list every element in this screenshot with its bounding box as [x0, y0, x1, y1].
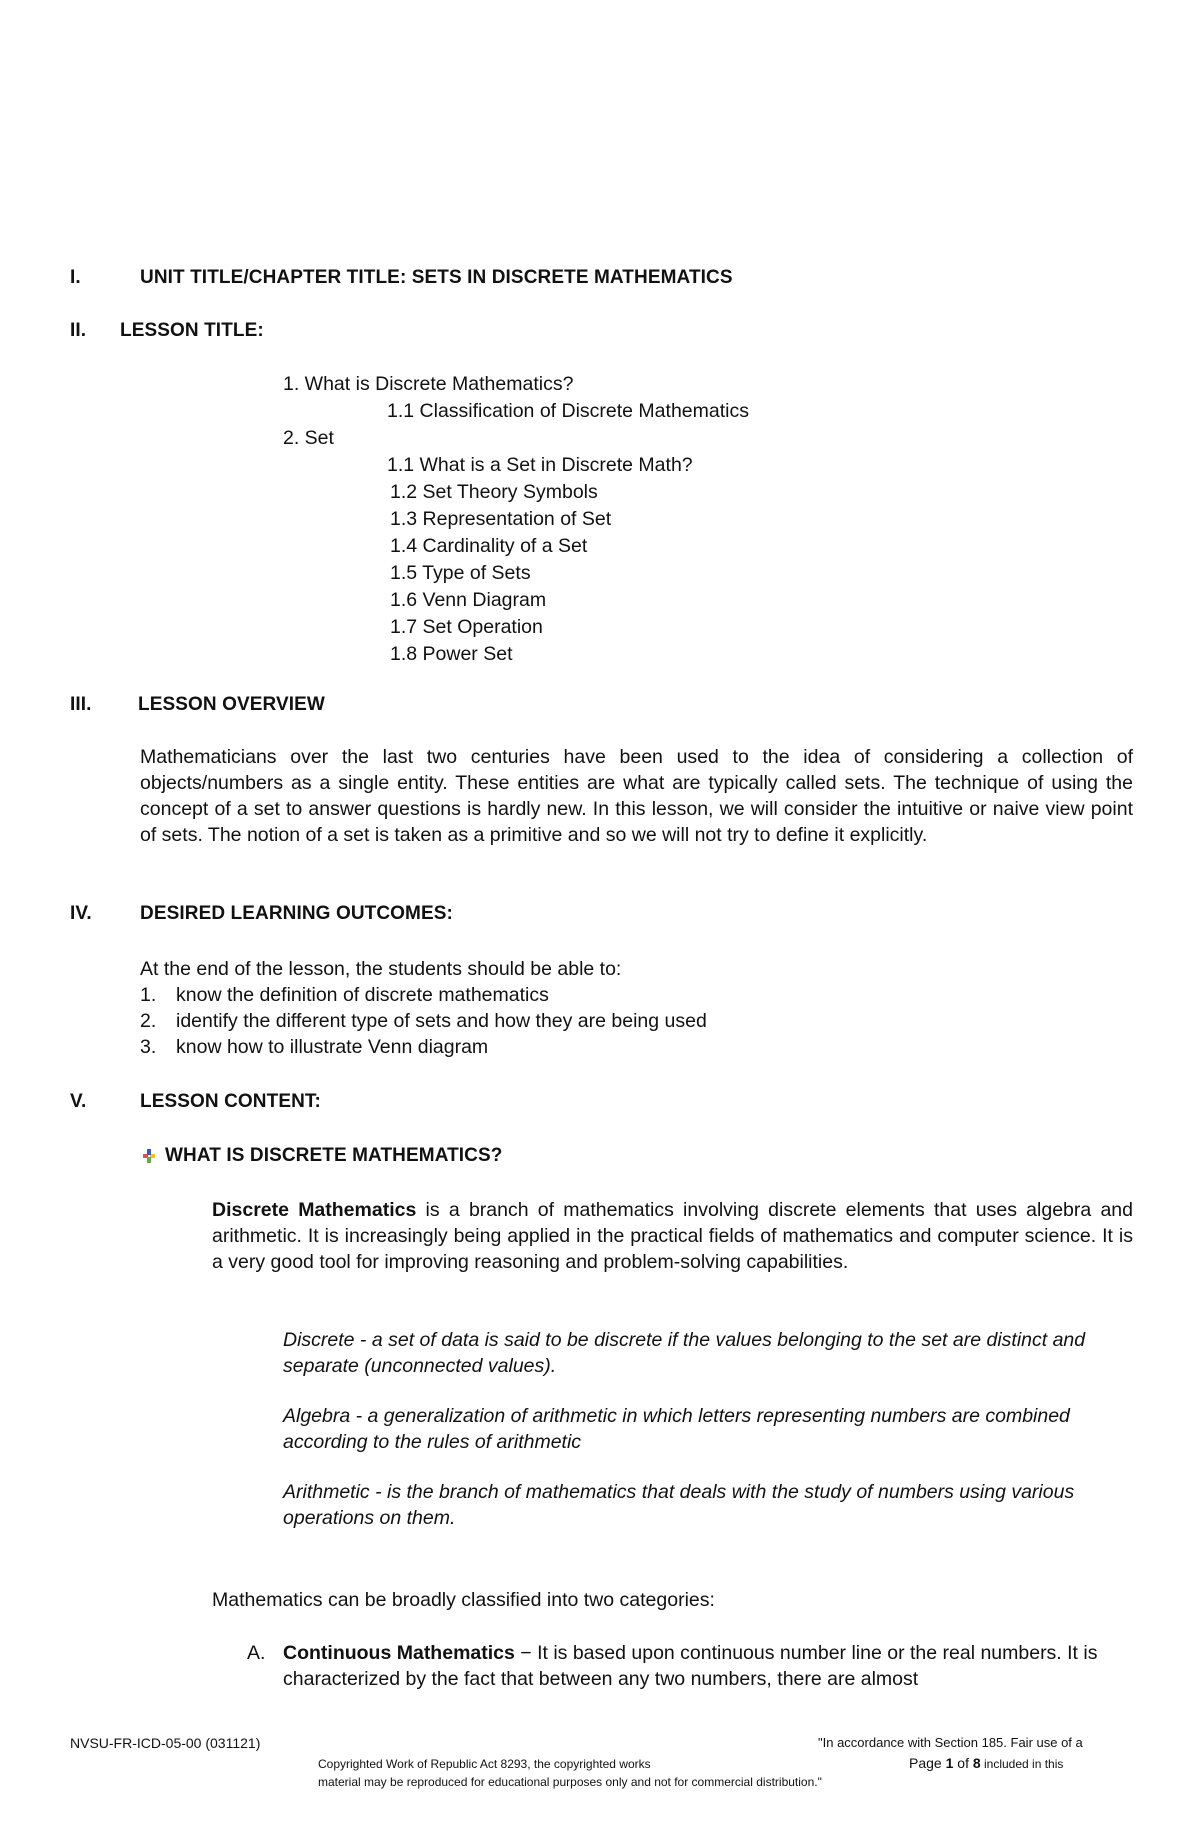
section-5-heading [70, 1091, 970, 1117]
section-title: DESIRED LEARNING OUTCOMES: [140, 903, 453, 924]
category-a-letter: A. [247, 1642, 266, 1664]
section-1-heading [70, 267, 970, 293]
section-number: IV. [70, 903, 92, 924]
footer-fair-use: "In accordance with Section 185. Fair use of a [818, 1735, 1083, 1750]
lesson-subitem: 1.7 Set Operation [390, 616, 543, 638]
category-a-text [283, 1640, 1133, 1692]
section-number: I. [70, 267, 81, 288]
term-algebra: Algebra - a generalization of arithmetic in which letters representing numbers are combined according to the rules of arithmetic [283, 1405, 1070, 1453]
list-text: know how to illustrate Venn diagram [176, 1036, 489, 1058]
footer-distribution-note: material may be reproduced for educational purposes only and not for commercial distribution." [318, 1775, 822, 1789]
lesson-subitem: 1.6 Venn Diagram [390, 589, 547, 611]
list-item [140, 1008, 1040, 1034]
lesson-item: 1. What is Discrete Mathematics? [283, 373, 574, 395]
content-heading-text: WHAT IS DISCRETE MATHEMATICS? [165, 1145, 503, 1166]
list-number: 1. [140, 984, 157, 1006]
page-prefix: Page [909, 1755, 946, 1771]
section-number: V. [70, 1091, 87, 1112]
section-title: LESSON OVERVIEW [138, 694, 325, 715]
section-3-heading [70, 694, 970, 720]
list-number: 3. [140, 1036, 157, 1058]
category-a-description: − It is based upon continuous number line or the real numbers. It is characterized by the fact that between any two numbers, there are almost [283, 1642, 1098, 1690]
list-item [140, 1034, 1040, 1060]
page-total: 8 [972, 1755, 981, 1771]
section-4-heading [70, 903, 970, 929]
overview-paragraph: Mathematicians over the last two centuries have been used to the idea of considering a collection of objects/numbers as a single entity. These entities are what are typically called sets. The technique of using the concept of a set to answer questions is hardly new. In this lesson, we will consider the intuitive or naive view point of sets. The notion of a set is taken as a primitive and so we will not try to define it explicitly. [140, 746, 1133, 846]
outcomes-intro: At the end of the lesson, the students should be able to: [140, 958, 622, 980]
lesson-subitem: 1.2 Set Theory Symbols [390, 481, 598, 503]
lesson-title-list [0, 371, 1200, 668]
list-number: 2. [140, 1010, 157, 1032]
footer-page-info [909, 1755, 1063, 1771]
list-text: know the definition of discrete mathematics [176, 984, 549, 1006]
section-number: II. [70, 320, 87, 341]
section-number: III. [70, 694, 92, 715]
categories-intro: Mathematics can be broadly classified into two categories: [212, 1589, 715, 1611]
lesson-subitem: 1.3 Representation of Set [390, 508, 612, 530]
term-discrete: Discrete - a set of data is said to be discrete if the values belonging to the set are distinct and separate (unconnected values). [283, 1329, 1086, 1377]
definition-text: is a branch of mathematics involving discrete elements that uses algebra and arithmetic. It is increasingly being applied in the practical fields of mathematics and computer science. It is a very good tool for improving reasoning and problem-solving capabilities. [212, 1199, 1133, 1273]
list-item [140, 982, 1040, 1008]
page-of: of [953, 1755, 973, 1771]
definition-paragraph [212, 1197, 1133, 1275]
lesson-item: 2. Set [283, 427, 334, 449]
page-suffix: included in this [980, 1757, 1064, 1771]
section-title: LESSON TITLE: [120, 320, 264, 341]
four-color-bullet-icon [141, 1148, 157, 1164]
lesson-subitem: 1.5 Type of Sets [390, 562, 531, 584]
outcomes-list [140, 982, 1040, 1060]
section-2-heading [70, 320, 970, 346]
lesson-subitem: 1.1 What is a Set in Discrete Math? [387, 454, 693, 476]
lesson-subitem: 1.8 Power Set [390, 643, 513, 665]
content-heading [141, 1145, 1041, 1171]
term-arithmetic: Arithmetic - is the branch of mathematics that deals with the study of numbers using various operations on them. [283, 1481, 1075, 1529]
definition-term: Discrete Mathematics [212, 1199, 417, 1221]
section-title: LESSON CONTENT: [140, 1091, 321, 1112]
lesson-subitem: 1.1 Classification of Discrete Mathematics [387, 400, 749, 422]
page-number: 1 [945, 1755, 954, 1771]
list-text: identify the different type of sets and how they are being used [176, 1010, 707, 1032]
footer-copyright: Copyrighted Work of Republic Act 8293, the copyrighted works [318, 1757, 651, 1771]
footer-code: NVSU-FR-ICD-05-00 (031121) [70, 1735, 261, 1751]
lesson-subitem: 1.4 Cardinality of a Set [390, 535, 588, 557]
section-title: UNIT TITLE/CHAPTER TITLE: SETS IN DISCRETE MATHEMATICS [140, 267, 733, 288]
category-a-term: Continuous Mathematics [283, 1642, 515, 1664]
